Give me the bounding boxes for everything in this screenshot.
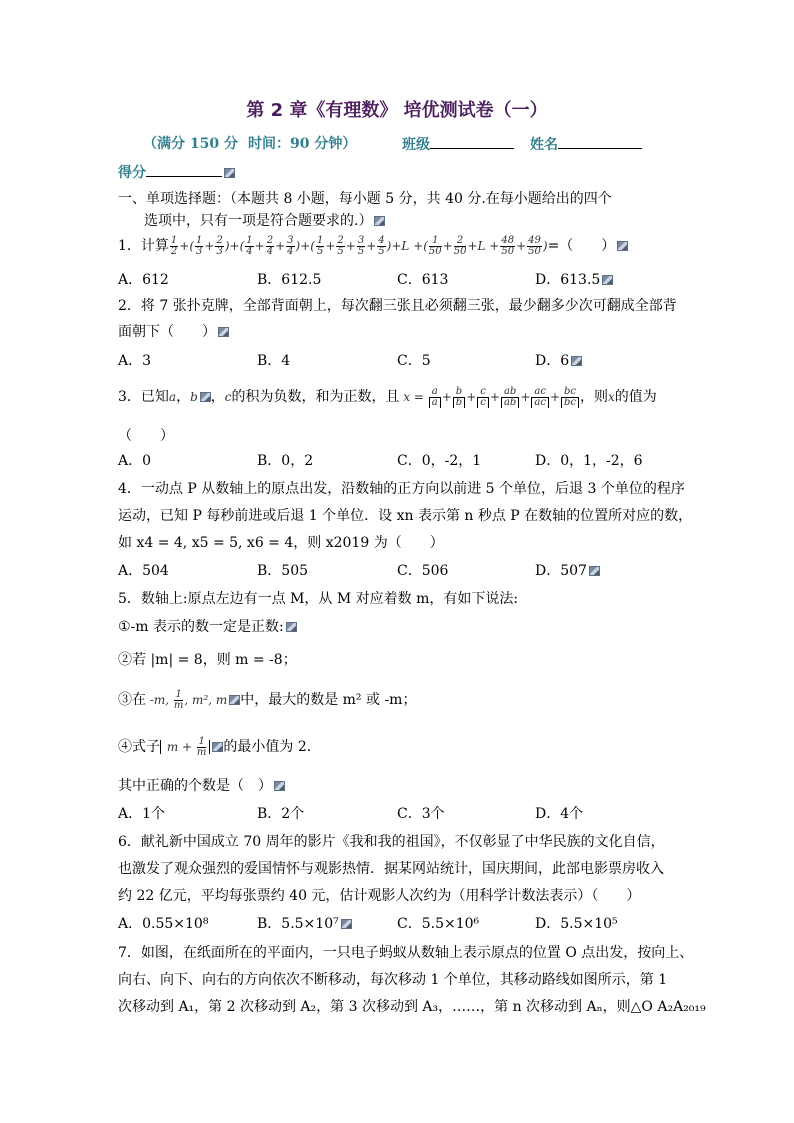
q5-statement-2: ②若 |m| = 8，则 m = -8； <box>118 652 297 668</box>
image-icon <box>571 356 582 366</box>
q5-statement-3: ③在 -m, $\frac{1}{m}$ , m², m 中，最大的数是 m² 或 -m； <box>118 689 417 711</box>
q1-option-d[interactable]: D．613.5 <box>535 270 613 290</box>
q2-option-d[interactable]: D．6 <box>535 351 582 371</box>
q6-option-a[interactable]: A．0.55×10⁸ <box>118 916 209 932</box>
image-icon <box>617 241 628 251</box>
question-3: 3．已知a，b ，c的积为负数，和为正数，且 x = $\frac{a}{a}$ + $\frac{b}{b}$ + $\frac{c}{c}$ + $\frac{ab}{ab}$ + $\frac{ac}{ac}$ + $\frac{bc}{bc}$ ，则x的值为 <box>118 386 657 408</box>
class-field[interactable] <box>402 134 514 155</box>
q2-option-b[interactable]: B．4 <box>257 353 291 369</box>
section-heading: 一、单项选择题：（本题共 8 小题，每小题 5 分，共 40 分.在每小题给出的四个 <box>118 191 612 207</box>
question-4-line3: 如 x4 = 4, x5 = 5, x6 = 4，则 x2019 为（ ） <box>118 535 444 551</box>
q3-option-d[interactable]: D．0，1，-2，6 <box>535 453 643 469</box>
image-icon <box>602 275 613 285</box>
q3-option-c[interactable]: C．0，-2，1 <box>397 453 482 469</box>
question-7: 7．如图，在纸面所在的平面内，一只电子蚂蚁从数轴上表示原点的位置 O 点出发，按向上、 <box>118 945 694 961</box>
q2-option-c[interactable]: C．5 <box>397 353 431 369</box>
q3-option-b[interactable]: B．0，2 <box>257 453 314 469</box>
name-field[interactable] <box>530 134 642 155</box>
q6-option-c[interactable]: C．5.5×10⁶ <box>397 916 480 932</box>
q1-option-b[interactable]: B．612.5 <box>257 272 322 288</box>
image-icon <box>224 168 235 178</box>
question-7-line3: 次移动到 A₁，第 2 次移动到 A₂，第 3 次移动到 A₃，……，第 n 次移动到 Aₙ，则△O A₂A₂₀₁₉ <box>118 999 706 1015</box>
question-4: 4．一动点 P 从数轴上的原点出发，沿数轴的正方向以前进 5 个单位，后退 3 个单位的程序 <box>118 481 685 497</box>
q3-formula: x = $\frac{a}{a}$ + $\frac{b}{b}$ + $\frac{c}{c}$ + $\frac{ab}{ab}$ + $\frac{ac}{ac}$ + $\frac{bc}{bc}$ <box>400 390 581 404</box>
section-heading-cont: 选项中，只有一项是符合题要求的.） <box>144 211 385 231</box>
time-limit: 时间：90 分钟） <box>248 136 357 152</box>
image-icon <box>589 566 600 576</box>
score-label: 得分 <box>118 165 146 181</box>
q5-option-a[interactable]: A．1个 <box>118 806 166 822</box>
q6-option-b[interactable]: B．5.5×10⁷ <box>257 914 352 934</box>
q5-option-c[interactable]: C．3个 <box>397 806 445 822</box>
q1-formula: $\frac{1}{2}$ +( $\frac{1}{3}$ + $\frac{2}{3}$ )+( $\frac{1}{4}$ + $\frac{2}{4}$ + $\frac{3}{4}$ )+( $\frac{1}{5}$ + $\frac{2}{5}$ + $\frac{3}{5}$ + $\frac{4}{5}$ )+L +( $\frac{1}{50}$ + $\frac{2}{50}$ +L + $\frac{48}{50}$ + $\frac{49}{50}$ ) <box>170 235 548 257</box>
image-icon <box>374 216 385 226</box>
question-6-line2: 也激发了观众强烈的爱国情怀与观影热情．据某网站统计，国庆期间，此部电影票房收入 <box>118 861 664 877</box>
q4-option-b[interactable]: B．505 <box>257 563 309 579</box>
question-4-line2: 运动，已知 P 每秒前进或后退 1 个单位．设 xn 表示第 n 秒点 P 在数轴的位置所对应的数， <box>118 508 693 524</box>
question-5-prompt: 其中正确的个数是（ ） <box>118 776 285 796</box>
score-field[interactable] <box>118 162 235 183</box>
q3-option-a[interactable]: A．0 <box>118 453 152 469</box>
q4-option-a[interactable]: A．504 <box>118 563 169 579</box>
question-7-line2: 向右、向下、向右的方向依次不断移动，每次移动 1 个单位，其移动路线如图所示，第 1 <box>118 972 668 988</box>
q1-option-c[interactable]: C．613 <box>397 272 449 288</box>
question-6: 6．献礼新中国成立 70 周年的影片《我和我的祖国》，不仅彰显了中华民族的文化自信， <box>118 834 665 850</box>
q5-option-d[interactable]: D．4个 <box>535 806 584 822</box>
question-1: 1．计算 $\frac{1}{2}$ +( $\frac{1}{3}$ + $\frac{2}{3}$ )+( $\frac{1}{4}$ + $\frac{2}{4}$ + $\frac{3}{4}$ )+( $\frac{1}{5}$ + $\frac{2}{5}$ + $\frac{3}{5}$ + $\frac{4}{5}$ )+L +( $\frac{1}{50}$ + $\frac{2}{50}$ +L + $\frac{48}{50}$ + $\frac{49}{50}$ )=（ ） <box>118 236 628 257</box>
question-5: 5．数轴上:原点左边有一点 M，从 M 对应着数 m，有如下说法: <box>118 591 519 607</box>
q5-statement-1: ①-m 表示的数一定是正数: <box>118 617 297 637</box>
question-6-line3: 约 22 亿元，平均每张票约 40 元，估计观影人次约为（用科学计数法表示）（ ） <box>118 888 641 904</box>
name-label: 姓名 <box>530 137 558 153</box>
question-2-cont: 面朝下（ ） <box>118 322 229 342</box>
question-2: 2．将 7 张扑克牌，全部背面朝上，每次翻三张且必须翻三张，最少翻多少次可翻成全部背 <box>118 298 677 314</box>
q4-option-c[interactable]: C．506 <box>397 563 449 579</box>
image-icon <box>274 781 285 791</box>
image-icon <box>229 695 240 705</box>
class-label: 班级 <box>402 137 430 153</box>
image-icon <box>212 742 223 752</box>
q2-option-a[interactable]: A．3 <box>118 353 152 369</box>
q5-statement-4: ④式子 m + $\frac{1}{m}$ 的最小值为 2． <box>118 736 321 758</box>
q6-option-d[interactable]: D．5.5×10⁵ <box>535 916 618 932</box>
full-score: （满分 150 分 <box>143 136 238 152</box>
question-3-cont: （ ） <box>118 428 174 444</box>
q1-option-a[interactable]: A．612 <box>118 272 169 288</box>
image-icon <box>286 622 297 632</box>
page-title: 第 2 章《有理数》 培优测试卷（一） <box>246 100 548 121</box>
image-icon <box>218 327 229 337</box>
image-icon <box>341 919 352 929</box>
image-icon <box>200 392 211 402</box>
q4-option-d[interactable]: D．507 <box>535 561 600 581</box>
q5-option-b[interactable]: B．2个 <box>257 806 305 822</box>
